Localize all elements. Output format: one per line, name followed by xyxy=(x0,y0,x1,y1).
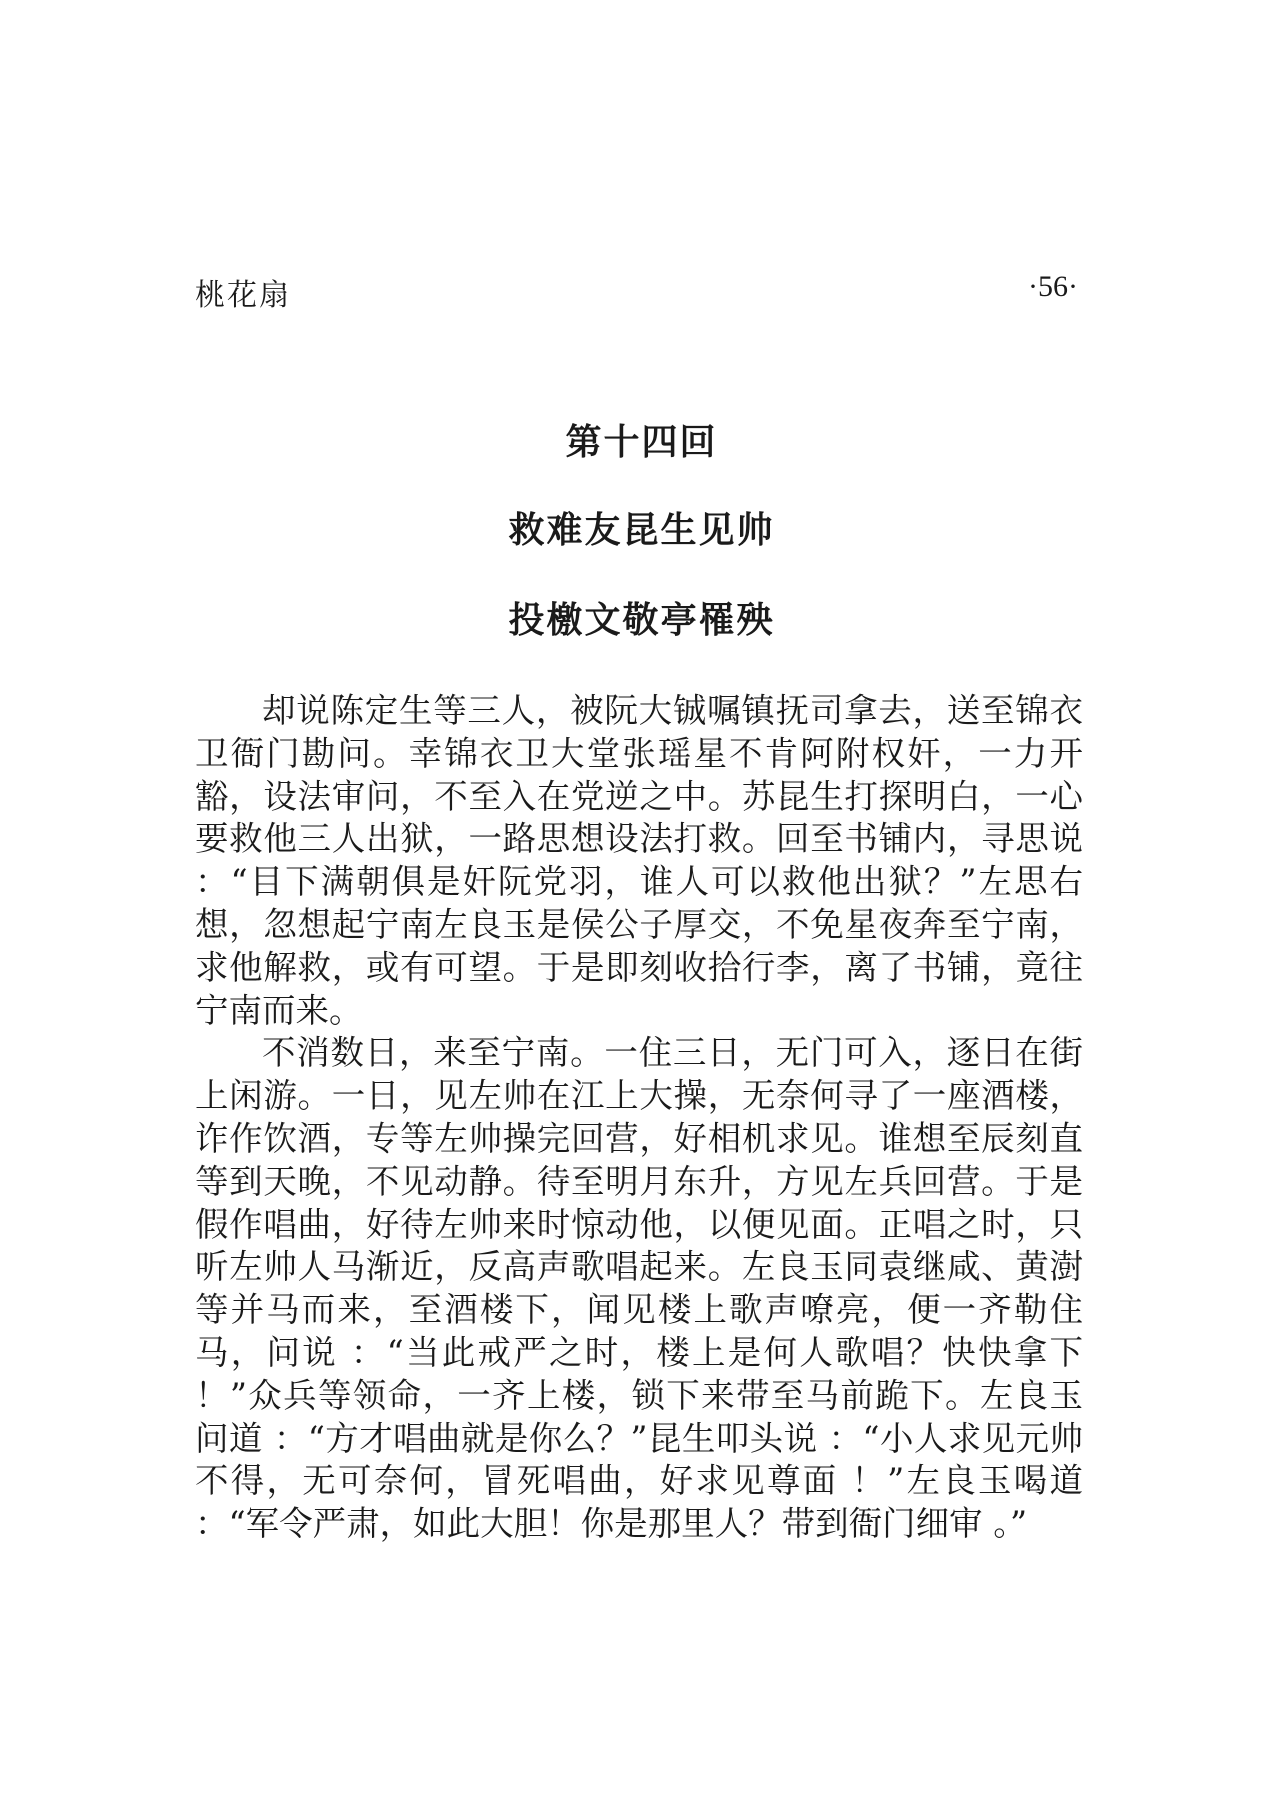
chapter-title-line-1: 救难友昆生见帅 xyxy=(508,510,775,551)
running-title: 桃花扇 xyxy=(195,278,291,313)
chapter-title-line-2: 投檄文敬亭罹殃 xyxy=(508,600,775,641)
paragraph: 不消数日，来至宁南。一住三日，无门可入，逐日在街上闲游。一日，见左帅在江上大操，无奈何寻了一座酒楼，诈作饮酒，专等左帅操完回营，好相机求见。谁想至辰刻直等到天晚，不见动静。待至明月东升，方见左兵回营。于是假作唱曲，好待左帅来时惊动他，以便见面。正唱之时，只听左帅人马渐近，反高声歌唱起来。左良玉同袁继咸、黄澍等并马而来，至酒楼下，闻见楼上歌声嘹亮，便一齐勒住马，问说 ：“当此戒严之时，楼上是何人歌唱？快快拿下 ！”众兵等领命，一齐上楼，锁下来带至马前跪下。左良玉问道 ：“方才唱曲就是你么？”昆生叩头说 ：“小人求见元帅不得，无可奈何，冒死唱曲，好求见尊面 ！”左良玉喝道 ：“军令严肃，如此大胆！你是那里人？带到衙门细审 。” xyxy=(195,1033,1083,1544)
chapter-number: 第十四回 xyxy=(565,422,718,463)
body-text xyxy=(195,690,1083,1546)
page-number: ·56· xyxy=(1028,270,1078,303)
paragraph: 却说陈定生等三人，被阮大铖嘱镇抚司拿去，送至锦衣卫衙门勘问。幸锦衣卫大堂张瑶星不肯阿附权奸，一力开豁，设法审问，不至入在党逆之中。苏昆生打探明白，一心要救他三人出狱，一路思想设法打救。回至书铺内，寻思说 ：“目下满朝俱是奸阮党羽，谁人可以救他出狱？”左思右想，忽想起宁南左良玉是侯公子厚交，不免星夜奔至宁南，求他解救，或有可望。于是即刻收拾行李，离了书铺，竟往宁南而来。 xyxy=(195,691,1083,1030)
